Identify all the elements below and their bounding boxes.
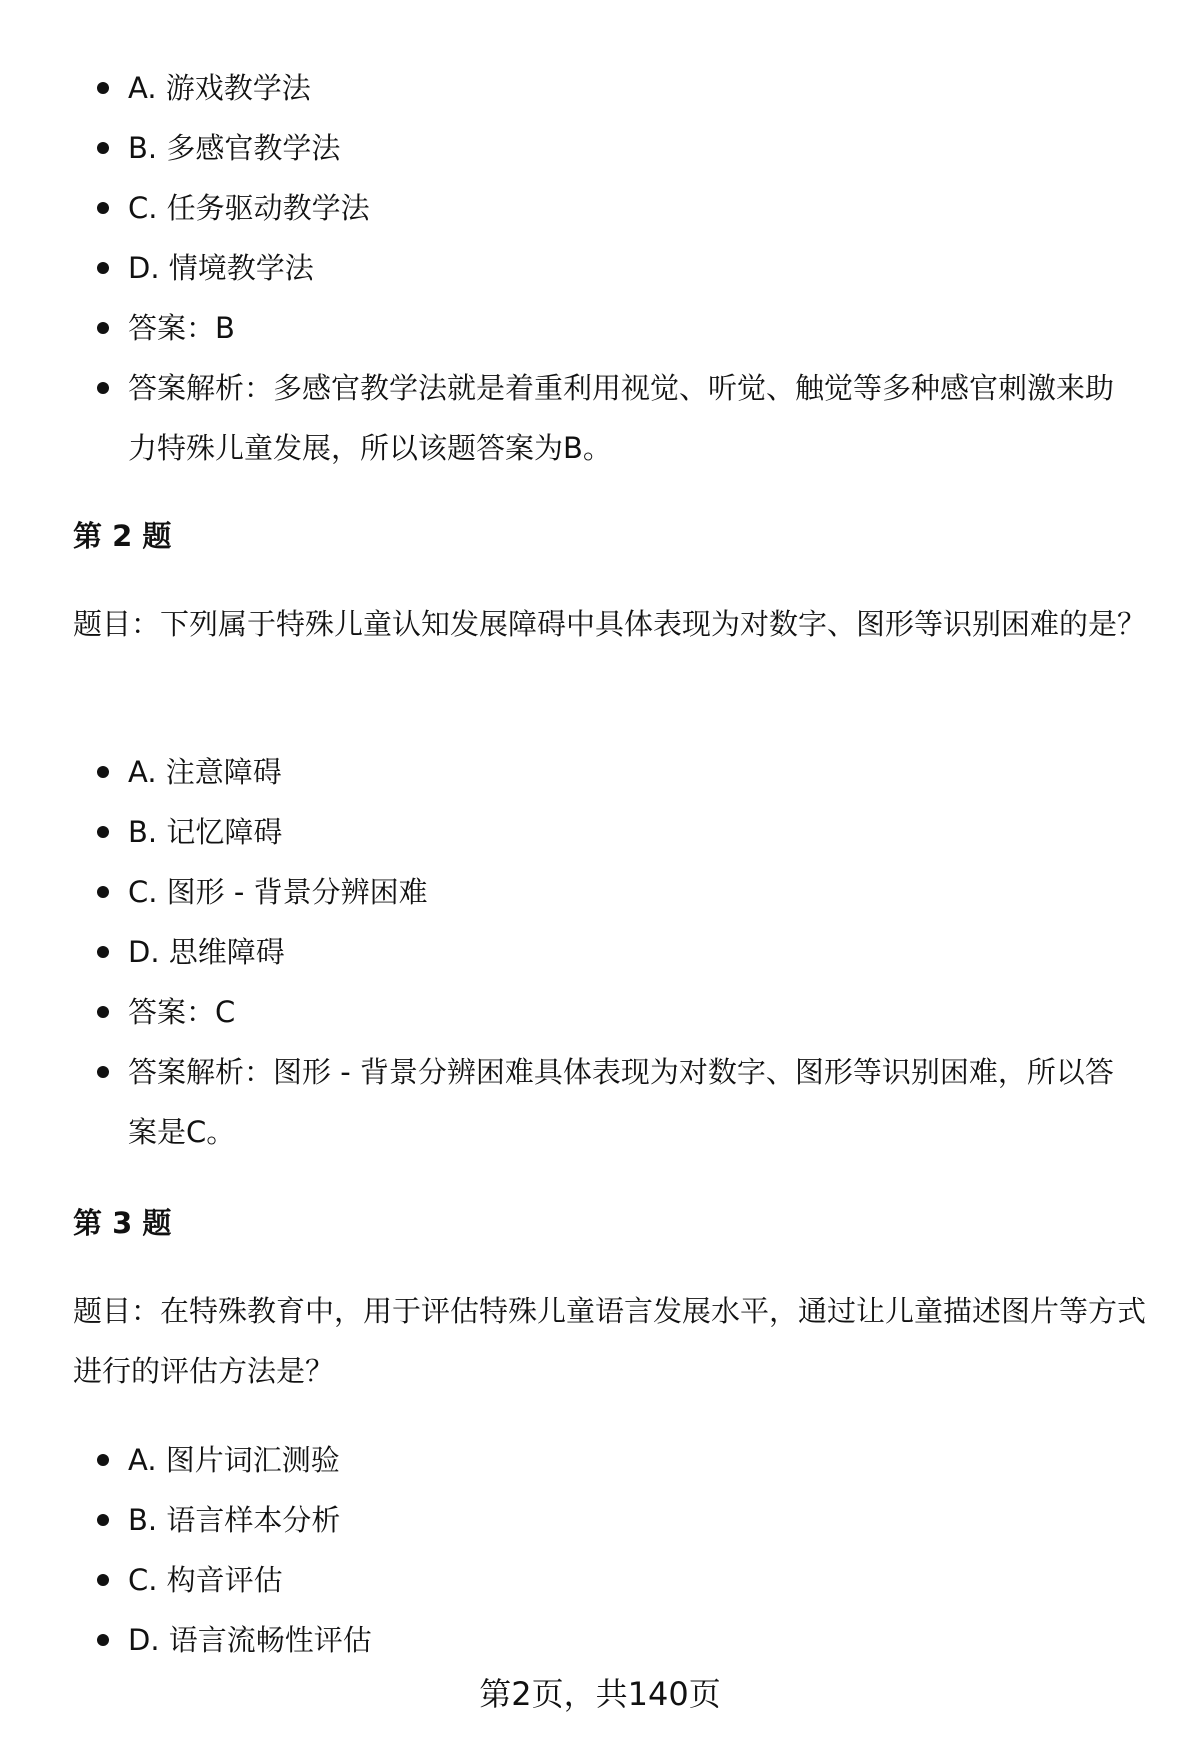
page-number-footer: 第2页，共140页 — [479, 1675, 721, 1713]
list-item — [0, 178, 1200, 238]
question-3-text: 题目：在特殊教育中，用于评估特殊儿童语言发展水平，通过让儿童描述图片等方式进行的评估方法是？ — [73, 1294, 1147, 1388]
question-3-heading: 第 3 题 — [73, 1206, 172, 1240]
option-text: A. 图片词汇测验 — [128, 1443, 340, 1477]
bullet-icon — [97, 1634, 109, 1646]
bullet-icon — [97, 82, 109, 94]
bullet-icon — [97, 262, 109, 274]
bullet-icon — [97, 142, 109, 154]
list-item — [0, 1042, 1200, 1162]
option-text: B. 记忆障碍 — [128, 815, 283, 849]
option-text: A. 注意障碍 — [128, 755, 282, 789]
list-item — [0, 58, 1200, 118]
bullet-icon — [97, 382, 109, 394]
list-item — [0, 238, 1200, 298]
bullet-icon — [97, 1574, 109, 1586]
option-text: A. 游戏教学法 — [128, 71, 311, 105]
explanation-text: 答案解析：图形 - 背景分辨困难具体表现为对数字、图形等识别困难，所以答案是C。 — [128, 1055, 1114, 1149]
option-text: C. 图形 - 背景分辨困难 — [128, 875, 428, 909]
question-2-text: 题目：下列属于特殊儿童认知发展障碍中具体表现为对数字、图形等识别困难的是？ — [73, 607, 1147, 641]
option-text: D. 思维障碍 — [128, 935, 285, 969]
question-3-options — [0, 1430, 1200, 1670]
explanation-text: 答案解析：多感官教学法就是着重利用视觉、听觉、触觉等多种感官刺激来助力特殊儿童发展，所以该题答案为B。 — [128, 371, 1115, 465]
bullet-icon — [97, 766, 109, 778]
list-item — [0, 742, 1200, 802]
option-text: B. 多感官教学法 — [128, 131, 341, 165]
list-item — [0, 118, 1200, 178]
list-item — [0, 862, 1200, 922]
bullet-icon — [97, 886, 109, 898]
option-text: D. 语言流畅性评估 — [128, 1623, 372, 1657]
option-list — [0, 742, 1200, 1162]
answer-text: 答案：C — [128, 995, 236, 1029]
option-text: B. 语言样本分析 — [128, 1503, 341, 1537]
answer-text: 答案：B — [128, 311, 235, 345]
question-2-options — [0, 742, 1200, 1162]
list-item — [0, 1550, 1200, 1610]
list-item — [0, 1490, 1200, 1550]
list-item — [0, 298, 1200, 358]
bullet-icon — [97, 322, 109, 334]
list-item — [0, 1610, 1200, 1670]
list-item — [0, 922, 1200, 982]
bullet-icon — [97, 1514, 109, 1526]
option-text: C. 任务驱动教学法 — [128, 191, 370, 225]
option-list — [0, 58, 1200, 478]
bullet-icon — [97, 202, 109, 214]
bullet-icon — [97, 1006, 109, 1018]
list-item — [0, 1430, 1200, 1490]
question-1-options — [0, 58, 1200, 478]
bullet-icon — [97, 1066, 109, 1078]
list-item — [0, 802, 1200, 862]
option-text: C. 构音评估 — [128, 1563, 283, 1597]
list-item — [0, 358, 1200, 478]
bullet-icon — [97, 946, 109, 958]
question-2-heading: 第 2 题 — [73, 519, 172, 553]
option-list — [0, 1430, 1200, 1670]
bullet-icon — [97, 826, 109, 838]
bullet-icon — [97, 1454, 109, 1466]
option-text: D. 情境教学法 — [128, 251, 314, 285]
list-item — [0, 982, 1200, 1042]
